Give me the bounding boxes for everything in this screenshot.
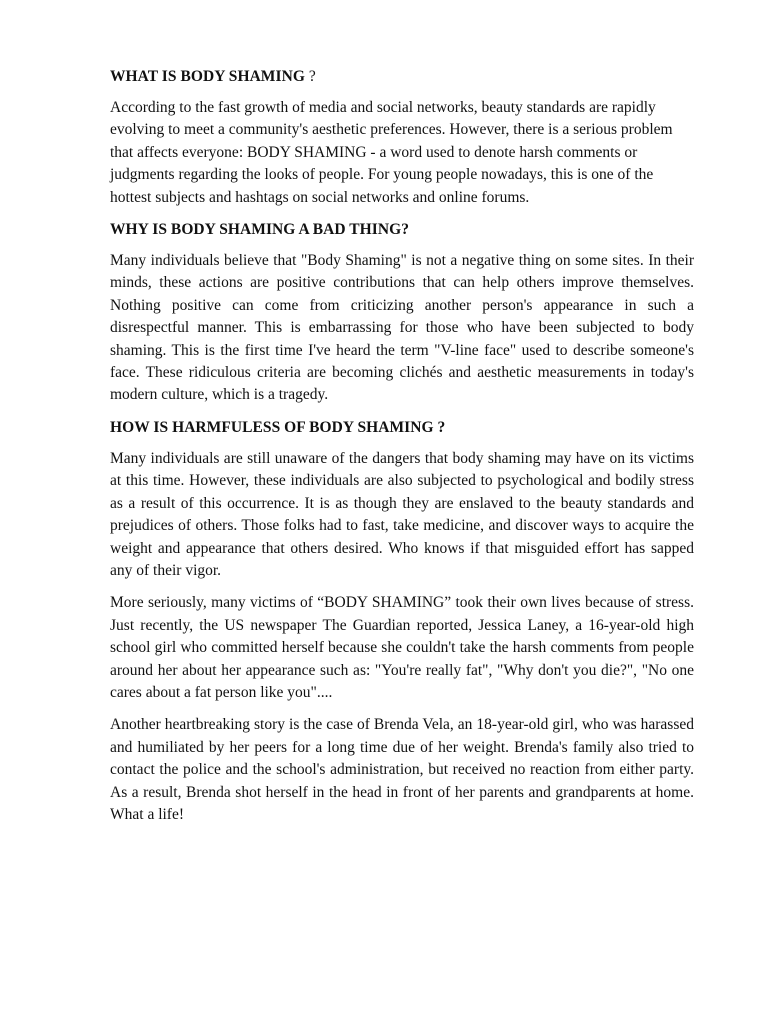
heading-text: HOW IS HARMFULESS OF BODY SHAMING ? [110,418,446,436]
section-heading-how-harmful [110,417,694,439]
heading-tail: ? [304,68,316,85]
section-heading-why-bad [110,219,694,241]
heading-text: WHY IS BODY SHAMING A BAD THING? [110,221,410,239]
paragraph-intro: According to the fast growth of media and social networks, beauty standards are rapidly evolving to meet a community's aesthetic preferences. However, there is a serious problem that affects everyone: BODY SHAMING - a word used to denote harsh comments or judgments regarding the looks of people. For young people nowadays, this is one of the hottest subjects and hashtags on social networks and online forums. [110,99,673,206]
paragraph-victims: More seriously, many victims of “BODY SHAMING” took their own lives because of stress. Just recently, the US newspaper The Guardian reported, Jessica Laney, a 16-year-old high school girl who committed herself because she couldn't take the harsh comments from people around her about her appearance such as: "You're really fat", "Why don't you die?", "No one cares about a fat person like you".... [110,594,694,701]
paragraph-dangers: Many individuals are still unaware of the dangers that body shaming may have on its victims at this time. However, these individuals are also subjected to psychological and bodily stress as a result of this occurrence. It is as though they are enslaved to the beauty standards and prejudices of others. Those folks had to fast, take medicine, and discover ways to acquire the weight and appearance that others desired. Who knows if that misguided effort has sapped any of their vigor. [110,449,694,579]
heading-text: WHAT IS BODY SHAMING [110,68,305,85]
section-heading-what-is-body-shaming [110,66,694,88]
paragraph-why-bad: Many individuals believe that "Body Shaming" is not a negative thing on some sites. In their minds, these actions are positive contributions that can help others improve themselves. Nothing positive can come from criticizing another person's appearance in such a disrespectful manner. This is embarrassing for those who have been subjected to body shaming. This is the first time I've heard the term "V-line face" used to describe someone's face. These ridiculous criteria are becoming clichés and aesthetic measurements in today's modern culture, which is a tragedy. [110,252,694,404]
paragraph-brenda-vela: Another heartbreaking story is the case of Brenda Vela, an 18-year-old girl, who was harassed and humiliated by her peers for a long time due of her weight. Brenda's family also tried to contact the police and the school's administration, but received no reaction from either party. As a result, Brenda shot herself in the head in front of her parents and grandparents at home. What a life! [110,716,694,823]
document-body [110,66,694,836]
